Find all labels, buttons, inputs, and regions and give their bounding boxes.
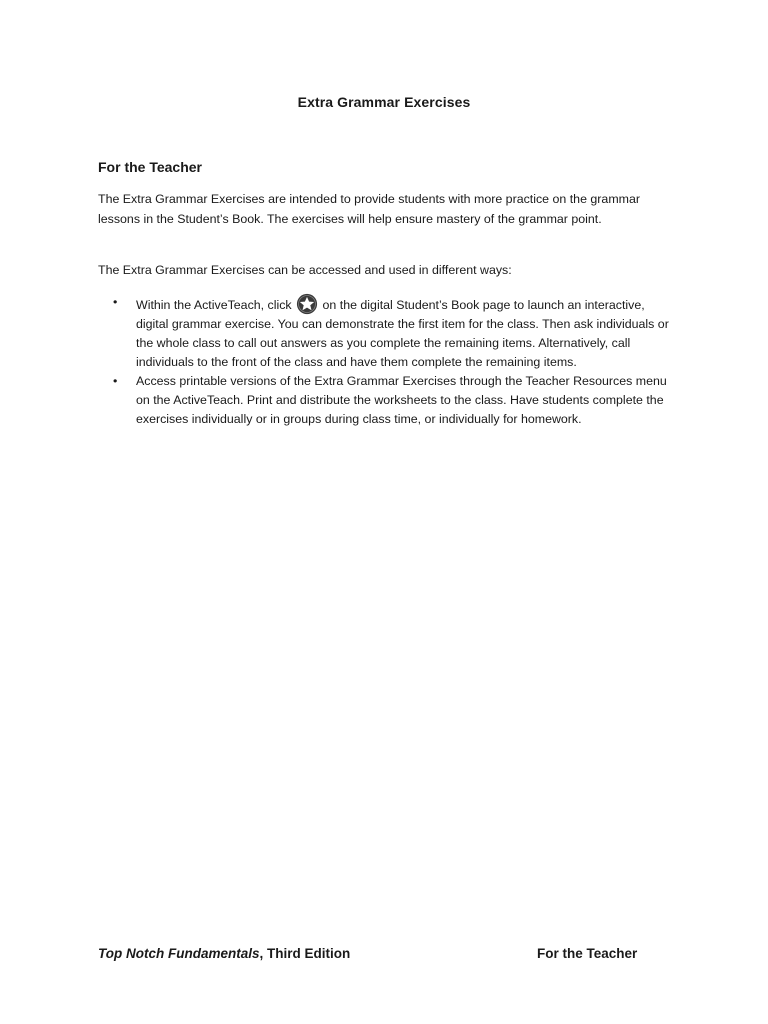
footer-edition: , Third Edition bbox=[259, 946, 351, 961]
usage-paragraph: The Extra Grammar Exercises can be accessed and used in different ways: bbox=[98, 263, 512, 277]
footer-book-name: Top Notch Fundamentals bbox=[98, 946, 260, 961]
bullet-marker: • bbox=[113, 374, 118, 388]
footer-section-label: For the Teacher bbox=[537, 946, 638, 961]
list-item bbox=[98, 372, 673, 429]
list-item bbox=[98, 293, 673, 372]
usage-list bbox=[98, 293, 673, 429]
list-item-text-before-icon: Within the ActiveTeach, click bbox=[136, 298, 296, 312]
footer-book-title bbox=[98, 946, 350, 961]
star-button-icon bbox=[296, 293, 318, 315]
list-item-text: Access printable versions of the Extra Grammar Exercises through the Teacher Resources menu on the ActiveTeach. Print and distribute the worksheets to the class. Have students complete the exercises individually or in groups during class time, or individually for homework. bbox=[136, 374, 667, 426]
bullet-marker: • bbox=[113, 295, 118, 309]
page-title: Extra Grammar Exercises bbox=[297, 94, 471, 110]
list-item-text-after-icon: on the digital Student’s Book page to launch an interactive, digital grammar exercise. You can demonstrate the first item for the class. Then ask individuals or the whole class to call out answers as you complete the remaining items. Alternatively, call individuals to the front of the class and have them complete the remaining items. bbox=[136, 298, 669, 369]
intro-paragraph: The Extra Grammar Exercises are intended to provide students with more practice on the grammar lessons in the Student’s Book. The exercises will help ensure mastery of the grammar point. bbox=[98, 192, 640, 226]
section-heading: For the Teacher bbox=[98, 159, 202, 175]
